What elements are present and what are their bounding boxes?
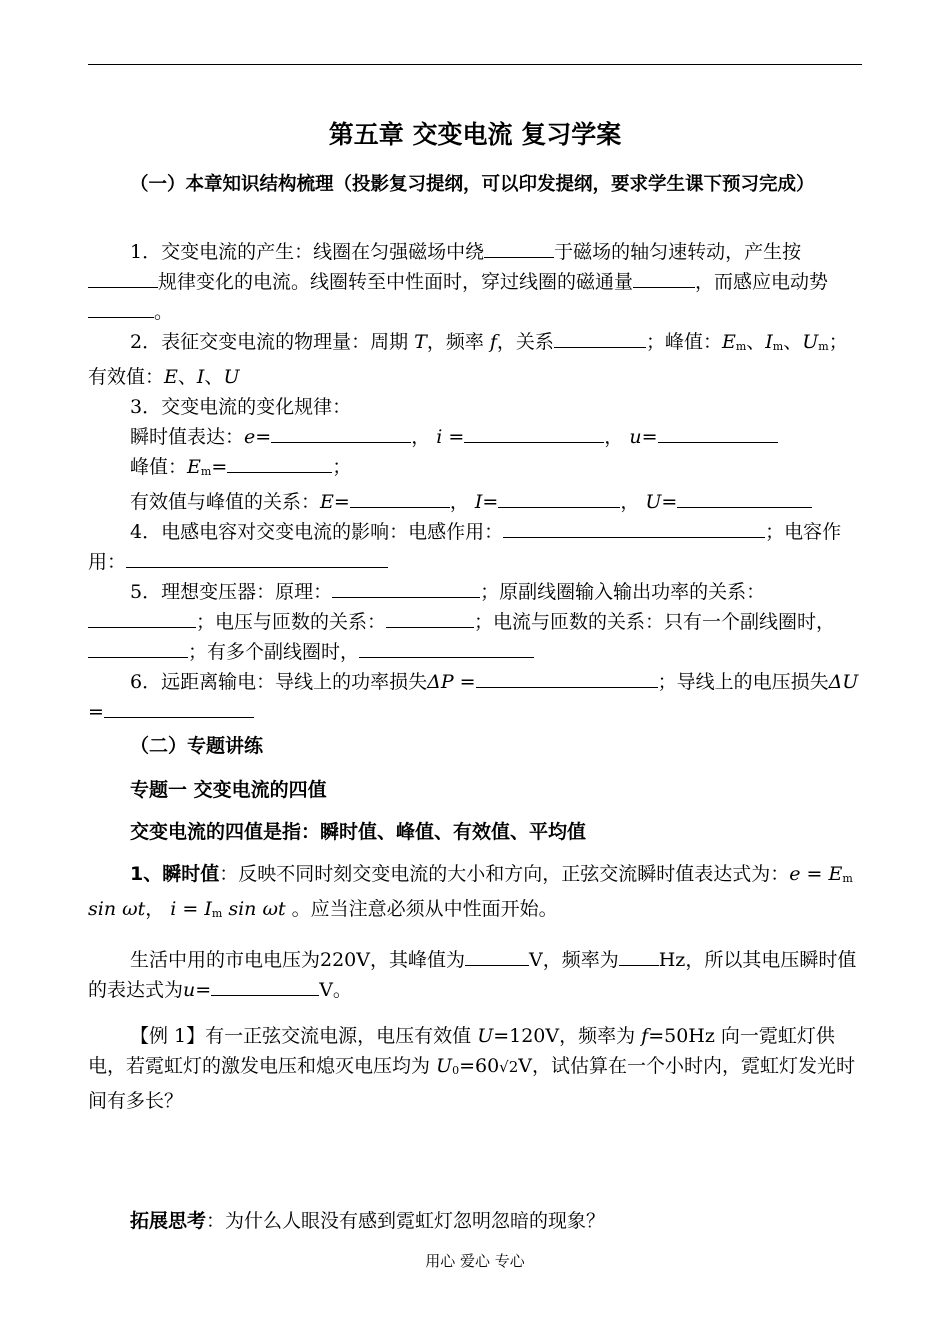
item-5: 5．理想变压器：原理： ；原副线圈输入输出功率的关系：；电压与匝数的关系： ；电流与匝数的关系：只有一个副线圈时，；有多个副线圈时， — [88, 577, 863, 667]
four-values-statement: 交变电流的四值是指：瞬时值、峰值、有效值、平均值 — [130, 821, 587, 843]
item-4: 4．电感电容对交变电流的影响：电感作用： ；电容作用： — [88, 517, 863, 577]
document-body — [88, 237, 863, 1236]
item-3-instantaneous: 瞬时值表达：e= ， i = ， u= — [88, 422, 863, 452]
instantaneous-value-paragraph: 1、瞬时值：反映不同时刻交变电流的大小和方向，正弦交流瞬时值表达式为：e = Em sin ωt， i = Im sin ωt 。应当注意必须从中性面开始。 — [88, 863, 853, 920]
item-3-peak: 峰值：Em= ； — [88, 452, 863, 487]
household-voltage-paragraph: 生活中用的市电电压为220V，其峰值为 V，频率为 Hz，所以其电压瞬时值的表达式为u= V。 — [88, 945, 863, 1005]
page-title: 第五章 交变电流 复习学案 — [328, 120, 622, 149]
section-1-heading: （一）本章知识结构梳理（投影复习提纲，可以印发提纲，要求学生课下预习完成） — [130, 174, 815, 195]
item-6: 6．远距离输电：导线上的功率损失ΔP = ；导线上的电压损失ΔU = — [88, 667, 863, 727]
item-2: 2．表征交变电流的物理量：周期 T，频率 f，关系 ；峰值：Em、Im、Um；有效值：E、I、U — [88, 327, 863, 392]
header-rule — [88, 64, 862, 65]
topic-1-heading: 专题一 交变电流的四值 — [130, 779, 327, 801]
page-footer: 用心 爱心 专心 — [425, 1252, 525, 1270]
item-3-title: 3．交变电流的变化规律： — [130, 396, 352, 418]
section-2-heading: （二）专题讲练 — [130, 735, 264, 757]
item-1: 1．交变电流的产生：线圈在匀强磁场中绕 于磁场的轴匀速转动，产生按规律变化的电流。线圈转至中性面时，穿过线圈的磁通量 ，而感应电动势。 — [88, 237, 863, 327]
example-1: 【例 1】有一正弦交流电源，电压有效值 U=120V，频率为 f=50Hz 向一霓虹灯供电，若霓虹灯的激发电压和熄灭电压均为 U0=60√2V，试估算在一个小时内，霓虹灯发光时间有多长？ — [88, 1025, 856, 1112]
item-3-relation: 有效值与峰值的关系：E= ， I= ， U= — [88, 487, 863, 517]
extension-question: 拓展思考：为什么人眼没有感到霓虹灯忽明忽暗的现象？ — [130, 1210, 606, 1232]
